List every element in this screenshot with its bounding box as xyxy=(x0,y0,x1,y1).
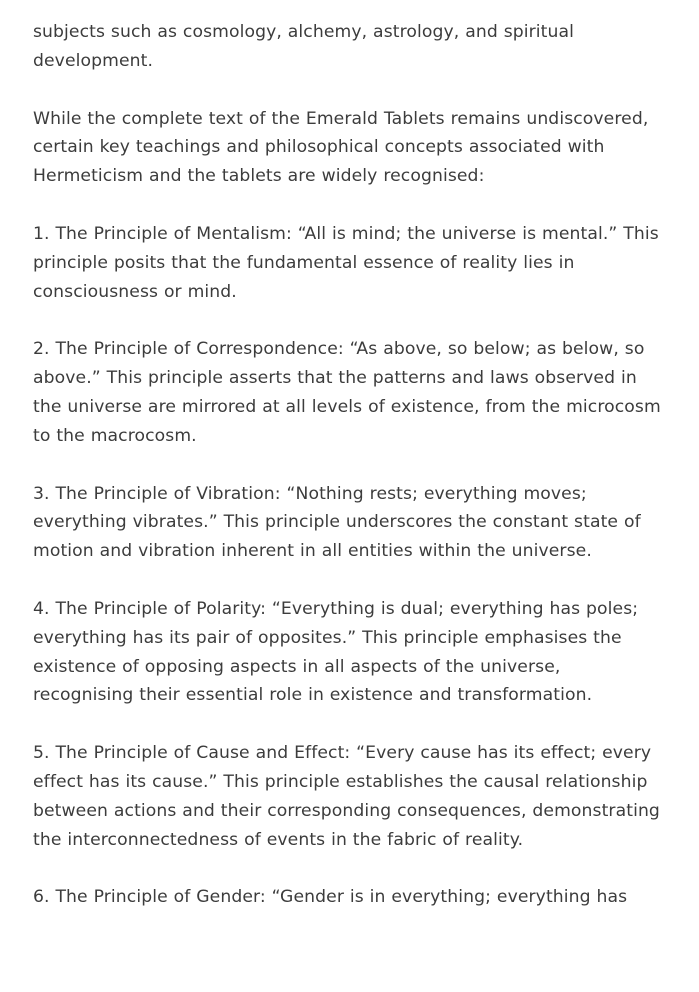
paragraph: 3. The Principle of Vibration: “Nothing rests; everything moves; everything vibrates.” This principle underscores the constant state of motion and vibration inherent in all entities within the universe. xyxy=(33,483,641,562)
paragraph: 2. The Principle of Correspondence: “As above, so below; as below, so above.” This principle asserts that the patterns and laws observed in the universe are mirrored at all levels of existence, from the microcosm to the macrocosm. xyxy=(33,339,661,446)
paragraph: subjects such as cosmology, alchemy, astrology, and spiritual development. xyxy=(33,22,575,71)
paragraph: 5. The Principle of Cause and Effect: “Every cause has its effect; every effect has its cause.” This principle establishes the causal relationship between actions and their corresponding consequences, demonstrating the interconnectedness of events in the fabric of reality. xyxy=(33,743,660,850)
paragraph: 4. The Principle of Polarity: “Everything is dual; everything has poles; everything has its pair of opposites.” This principle emphasises the existence of opposing aspects in all aspects of the universe, recognising their essential role in existence and transformation. xyxy=(33,598,639,706)
paragraph: 6. The Principle of Gender: “Gender is in everything; everything has xyxy=(33,887,628,908)
paragraph: 1. The Principle of Mentalism: “All is mind; the universe is mental.” This principle posits that the fundamental essence of reality lies in consciousness or mind. xyxy=(33,223,659,302)
paragraph: While the complete text of the Emerald Tablets remains undiscovered, certain key teachings and philosophical concepts associated with Hermeticism and the tablets are widely recognised: xyxy=(33,108,649,187)
